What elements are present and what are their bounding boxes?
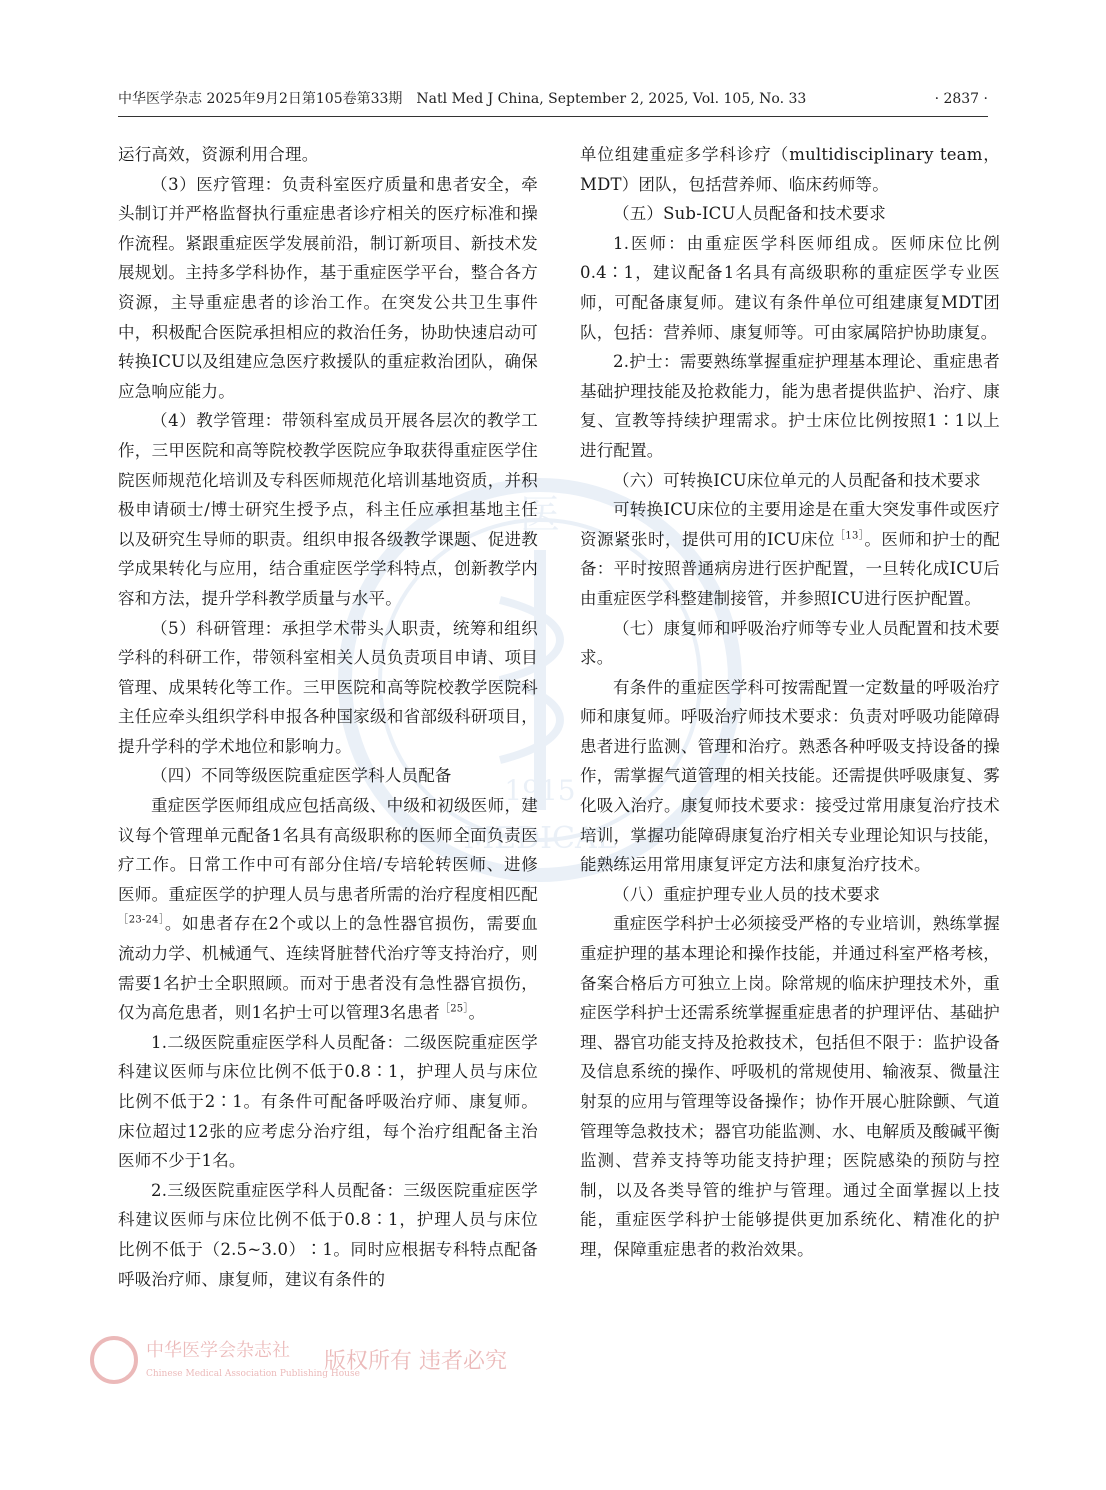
paragraph xyxy=(118,791,538,1028)
paragraph: （4）教学管理：带领科室成员开展各层次的教学工作，三甲医院和高等院校教学医院应争取获得重症医学住院医师规范化培训及专科医师规范化培训基地资质，并积极申请硕士/博士研究生授予点，科主任应承担基地主任以及研究生导师的职责。组织申报各级教学课题、促进教学成果转化与应用，结合重症医学学科特点，创新教学内容和方法，提升学科教学质量与水平。 xyxy=(118,411,538,608)
paragraph: （5）科研管理：承担学术带头人职责，统筹和组织学科的科研工作，带领科室相关人员负责项目申请、项目管理、成果转化等工作。三甲医院和高等院校教学医院科主任应牵头组织学科申报各种国家级和省部级科研项目，提升学科的学术地位和影响力。 xyxy=(118,618,538,756)
paragraph-text: 。 xyxy=(468,1003,486,1023)
page-number: · 2837 · xyxy=(934,91,988,107)
seal-character: 医 xyxy=(520,492,560,538)
citation-ref: ［13］ xyxy=(834,530,865,542)
section-heading: （七）康复师和呼吸治疗师等专业人员配置和技术要求。 xyxy=(580,618,1000,668)
seal-text: MEDICAL xyxy=(463,821,617,856)
paragraph-text: 。医师和护士的配备：平时按照普通病房进行医护配置，一旦转化成ICU后由重症医学科整建制接管，并参照ICU进行医护配置。 xyxy=(580,529,1001,608)
paragraph: 有条件的重症医学科可按需配置一定数量的呼吸治疗师和康复师。呼吸治疗师技术要求：负责对呼吸功能障碍患者进行监测、管理和治疗。熟悉各种呼吸支持设备的操作，需掌握气道管理的相关技能。还需提供呼吸康复、雾化吸入治疗。康复师技术要求：接受过常用康复治疗技术培训，掌握功能障碍康复治疗相关专业理论知识与技能，能熟练运用常用康复评定方法和康复治疗技术。 xyxy=(580,677,1000,875)
citation-ref: ［23-24］ xyxy=(118,914,165,926)
publisher-name: 中华医学会杂志社 xyxy=(146,1340,290,1361)
journal-citation: 中华医学杂志 2025年9月2日第105卷第33期 Natl Med J China, September 2, 2025, Vol. 105, No. 33 xyxy=(118,91,807,107)
paragraph-text: 重症医学医师组成应包括高级、中级和初级医师，建议每个管理单元配备1名具有高级职称的医师全面负责医疗工作。日常工作中可有部分住培/专培轮转医师、进修医师。重症医学的护理人员与患者所需的治疗程度相匹配 xyxy=(118,796,538,904)
left-column xyxy=(118,140,538,1294)
publisher-watermark xyxy=(88,1330,508,1390)
header-rule xyxy=(118,116,988,117)
paragraph-text: 可转换ICU床位的主要用途是在重大突发事件或医疗资源紧张时，提供可用的ICU床位 xyxy=(580,500,1000,549)
running-header xyxy=(118,88,988,118)
paragraph: 重症医学科护士必须接受严格的专业培训，熟练掌握重症护理的基本理论和操作技能，并通过科室严格考核，备案合格后方可独立上岗。除常规的临床护理技术外，重症医学科护士还需系统掌握重症患者的护理评估、基础护理、器官功能支持及抢救技术，包括但不限于：监护设备及信息系统的操作、呼吸机的常规使用、输液泵、微量注射泵的应用与管理等设备操作；协作开展心脏除颤、气道管理等急救技术；器官功能监测、水、电解质及酸碱平衡监测、营养支持等功能支持护理；医院感染的预防与控制，以及各类导管的维护与管理。通过全面掌握以上技能，重症医学科护士能够提供更加系统化、精准化的护理，保障重症患者的救治效果。 xyxy=(580,914,1000,1259)
paragraph-text: 。如患者存在2个或以上的急性器官损伤，需要血流动力学、机械通气、连续肾脏替代治疗等支持治疗，则需要1名护士全职照顾。而对于患者没有急性器官损伤，仅为高危患者，则1名护士可以管理3名患者 xyxy=(118,914,538,1023)
paragraph: 1.二级医院重症医学科人员配备：二级医院重症医学科建议医师与床位比例不低于0.8∶1，护理人员与床位比例不低于2∶1。有条件可配备呼吸治疗师、康复师。床位超过12张的应考虑分治疗组，每个治疗组配备主治医师不少于1名。 xyxy=(118,1032,538,1171)
publisher-logo xyxy=(92,1338,136,1382)
paragraph: 2.三级医院重症医学科人员配备：三级医院重症医学科建议医师与床位比例不低于0.8∶1，护理人员与床位比例不低于（2.5~3.0）∶1。同时应根据专科特点配备呼吸治疗师、康复师，建议有条件的 xyxy=(118,1180,538,1289)
paragraph: （3）医疗管理：负责科室医疗质量和患者安全，牵头制订并严格监督执行重症患者诊疗相关的医疗标准和操作流程。紧跟重症医学发展前沿，制订新项目、新技术发展规划。主持多学科协作，基于重症医学平台，整合各方资源，主导重症患者的诊治工作。在突发公共卫生事件中，积极配合医院承担相应的救治任务，协助快速启动可转换ICU以及组建应急医疗救援队的重症救治团队，确保应急响应能力。 xyxy=(118,174,538,401)
paragraph: 单位组建重症多学科诊疗（multidisciplinary team，MDT）团队，包括营养师、临床药师等。 xyxy=(580,145,1000,194)
section-heading: （六）可转换ICU床位单元的人员配备和技术要求 xyxy=(613,470,981,490)
right-column xyxy=(580,140,1000,1265)
publisher-name-en: Chinese Medical Association Publishing House xyxy=(146,1369,360,1379)
paragraph xyxy=(580,495,1000,613)
citation-ref: ［25］ xyxy=(440,1003,469,1015)
section-heading: （八）重症护理专业人员的技术要求 xyxy=(613,884,881,904)
seal-year: 1915 xyxy=(504,774,576,807)
paragraph: 运行高效，资源利用合理。 xyxy=(118,145,319,164)
section-heading: （四）不同等级医院重症医学科人员配备 xyxy=(151,766,452,786)
paragraph: 2.护士：需要熟练掌握重症护理基本理论、重症患者基础护理技能及抢救能力，能为患者提供监护、治疗、康复、宣教等持续护理需求。护士床位比例按照1∶1以上进行配置。 xyxy=(580,352,1000,460)
section-heading: （五）Sub-ICU人员配备和技术要求 xyxy=(613,204,886,224)
paragraph: 1.医师：由重症医学科医师组成。医师床位比例0.4∶1，建议配备1名具有高级职称的重症医学专业医师，可配备康复师。建议有条件单位可组建康复MDT团队，包括：营养师、康复师等。可由家属陪护协助康复。 xyxy=(580,233,1000,342)
copyright-slogan: 版权所有 违者必究 xyxy=(324,1349,507,1374)
